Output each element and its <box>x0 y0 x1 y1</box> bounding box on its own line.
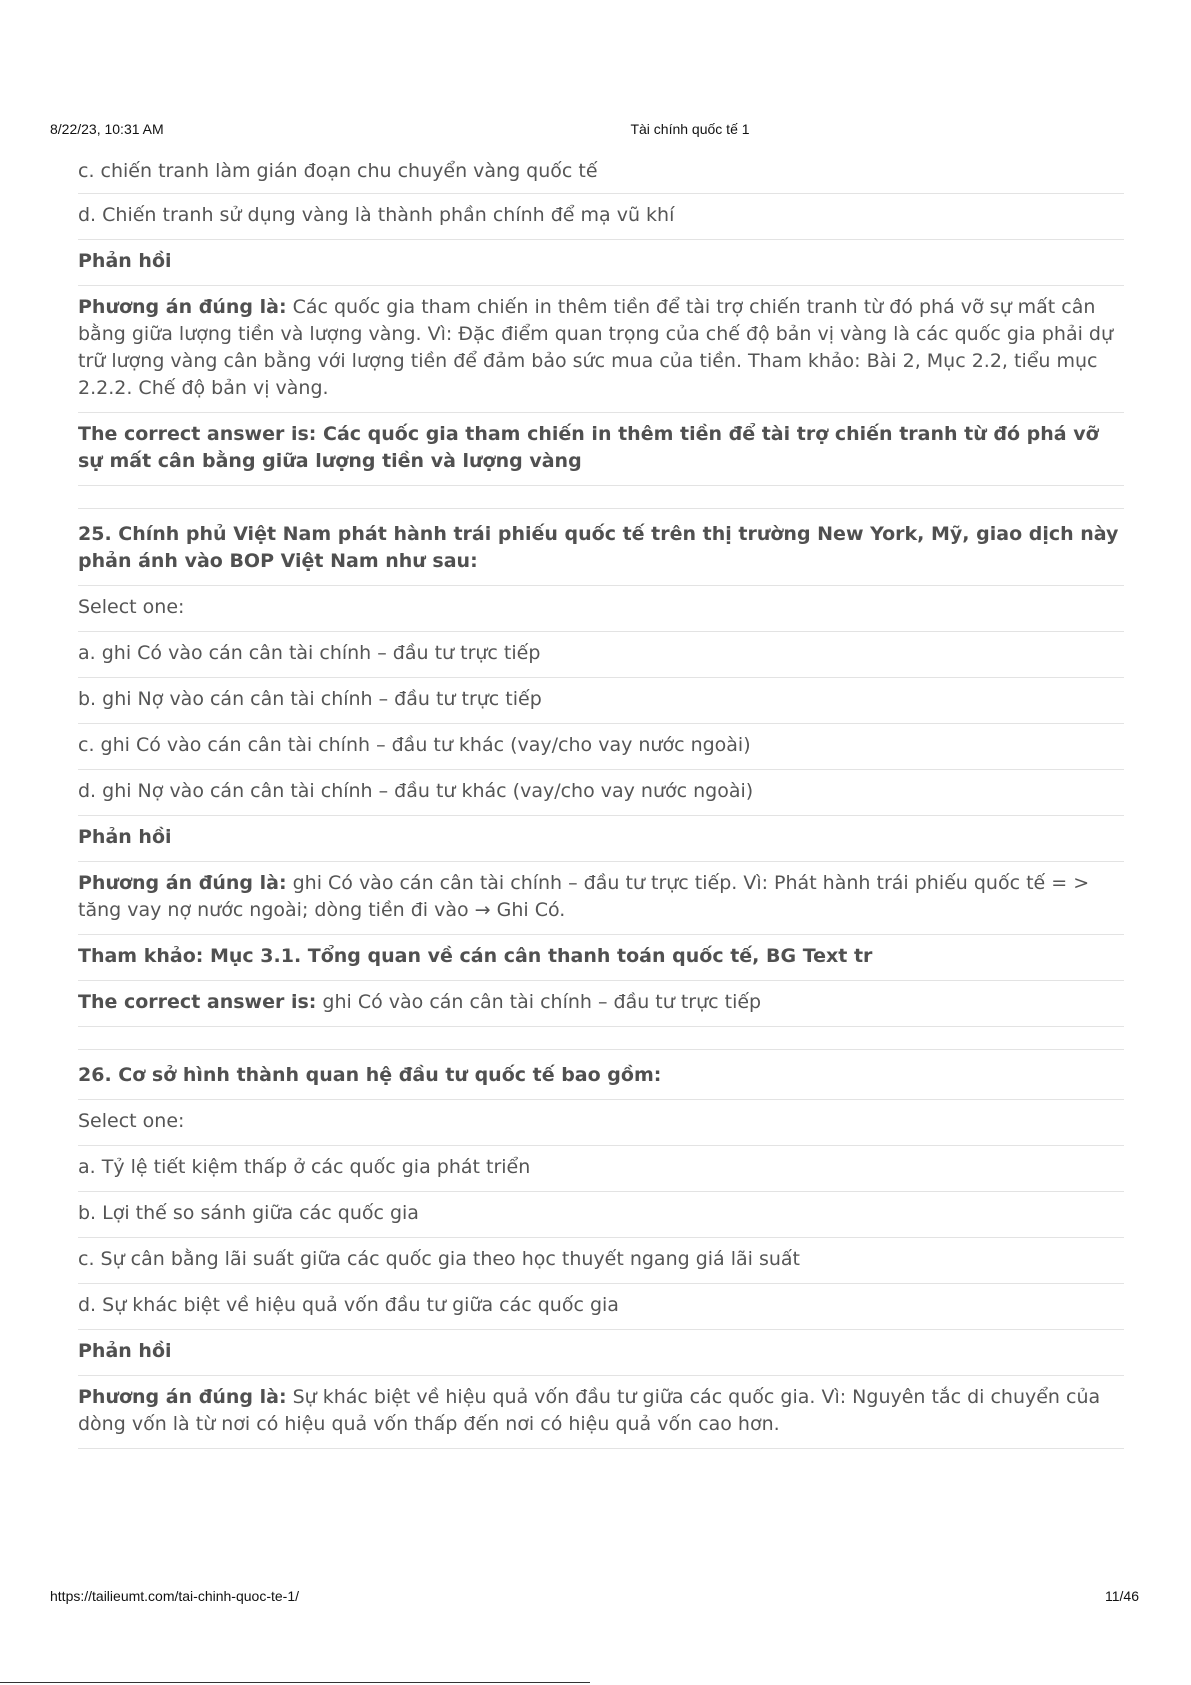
q25-select-one: Select one: <box>78 586 1124 632</box>
q25-correct-label: The correct answer is: <box>78 991 317 1013</box>
q25-answer-explanation <box>78 862 1124 935</box>
q26-feedback-label: Phản hồi <box>78 1330 1124 1376</box>
page-edge-line <box>0 1682 590 1683</box>
q25-feedback-label: Phản hồi <box>78 816 1124 862</box>
q25-option-b[interactable]: b. ghi Nợ vào cán cân tài chính – đầu tư trực tiếp <box>78 678 1124 724</box>
print-page-number: 11/46 <box>1105 1588 1139 1604</box>
q25-answer-label: Phương án đúng là: <box>78 872 287 894</box>
question-25-text: 25. Chính phủ Việt Nam phát hành trái phiếu quốc tế trên thị trường New York, Mỹ, giao dịch này phản ánh vào BOP Việt Nam như sau: <box>78 509 1124 586</box>
q25-reference: Tham khảo: Mục 3.1. Tổng quan về cán cân thanh toán quốc tế, BG Text tr <box>78 935 1124 981</box>
print-title: Tài chính quốc tế 1 <box>630 121 750 137</box>
quiz-content <box>78 152 1124 1449</box>
print-date: 8/22/23, 10:31 AM <box>50 121 164 137</box>
prev-option-d: d. Chiến tranh sử dụng vàng là thành phần chính để mạ vũ khí <box>78 194 1124 240</box>
q26-answer-label: Phương án đúng là: <box>78 1386 287 1408</box>
q26-option-c[interactable]: c. Sự cân bằng lãi suất giữa các quốc gia theo học thuyết ngang giá lãi suất <box>78 1238 1124 1284</box>
prev-correct-answer: The correct answer is: Các quốc gia tham chiến in thêm tiền để tài trợ chiến tranh từ đó phá vỡ sự mất cân bằng giữa lượng tiền và lượng vàng <box>78 413 1124 486</box>
prev-answer-text: Các quốc gia tham chiến in thêm tiền để tài trợ chiến tranh từ đó phá vỡ sự mất cân bằng giữa lượng tiền và lượng vàng. Vì: Đặc điểm quan trọng của chế độ bản vị vàng là các quốc gia phải dự trữ lượng vàng cân bằng với lượng tiền để đảm bảo sức mua của tiền. Tham khảo: Bài 2, Mục 2.2, tiểu mục 2.2.2. Chế độ bản vị vàng. <box>78 296 1114 399</box>
q26-option-d[interactable]: d. Sự khác biệt về hiệu quả vốn đầu tư giữa các quốc gia <box>78 1284 1124 1330</box>
prev-feedback-label: Phản hồi <box>78 240 1124 286</box>
prev-option-c: c. chiến tranh làm gián đoạn chu chuyển vàng quốc tế <box>78 152 1124 194</box>
q25-correct-answer <box>78 981 1124 1027</box>
prev-answer-explanation <box>78 286 1124 413</box>
q25-option-d[interactable]: d. ghi Nợ vào cán cân tài chính – đầu tư khác (vay/cho vay nước ngoài) <box>78 770 1124 816</box>
q26-answer-text: Sự khác biệt về hiệu quả vốn đầu tư giữa các quốc gia. Vì: Nguyên tắc di chuyển của dòng vốn là từ nơi có hiệu quả vốn thấp đến nơi có hiệu quả vốn cao hơn. <box>78 1386 1101 1435</box>
q26-option-a[interactable]: a. Tỷ lệ tiết kiệm thấp ở các quốc gia phát triển <box>78 1146 1124 1192</box>
q25-option-c[interactable]: c. ghi Có vào cán cân tài chính – đầu tư khác (vay/cho vay nước ngoài) <box>78 724 1124 770</box>
print-url: https://tailieumt.com/tai-chinh-quoc-te-1/ <box>50 1588 299 1604</box>
q25-option-a[interactable]: a. ghi Có vào cán cân tài chính – đầu tư trực tiếp <box>78 632 1124 678</box>
q26-answer-explanation <box>78 1376 1124 1449</box>
question-separator <box>78 1027 1124 1050</box>
q26-select-one: Select one: <box>78 1100 1124 1146</box>
question-separator <box>78 486 1124 509</box>
prev-answer-label: Phương án đúng là: <box>78 296 287 318</box>
q25-correct-text: ghi Có vào cán cân tài chính – đầu tư trực tiếp <box>316 991 762 1013</box>
question-26-text: 26. Cơ sở hình thành quan hệ đầu tư quốc tế bao gồm: <box>78 1050 1124 1100</box>
q26-option-b[interactable]: b. Lợi thế so sánh giữa các quốc gia <box>78 1192 1124 1238</box>
q25-answer-text: ghi Có vào cán cân tài chính – đầu tư trực tiếp. Vì: Phát hành trái phiếu quốc tế = > tăng vay nợ nước ngoài; dòng tiền đi vào → Ghi Có. <box>78 872 1090 921</box>
